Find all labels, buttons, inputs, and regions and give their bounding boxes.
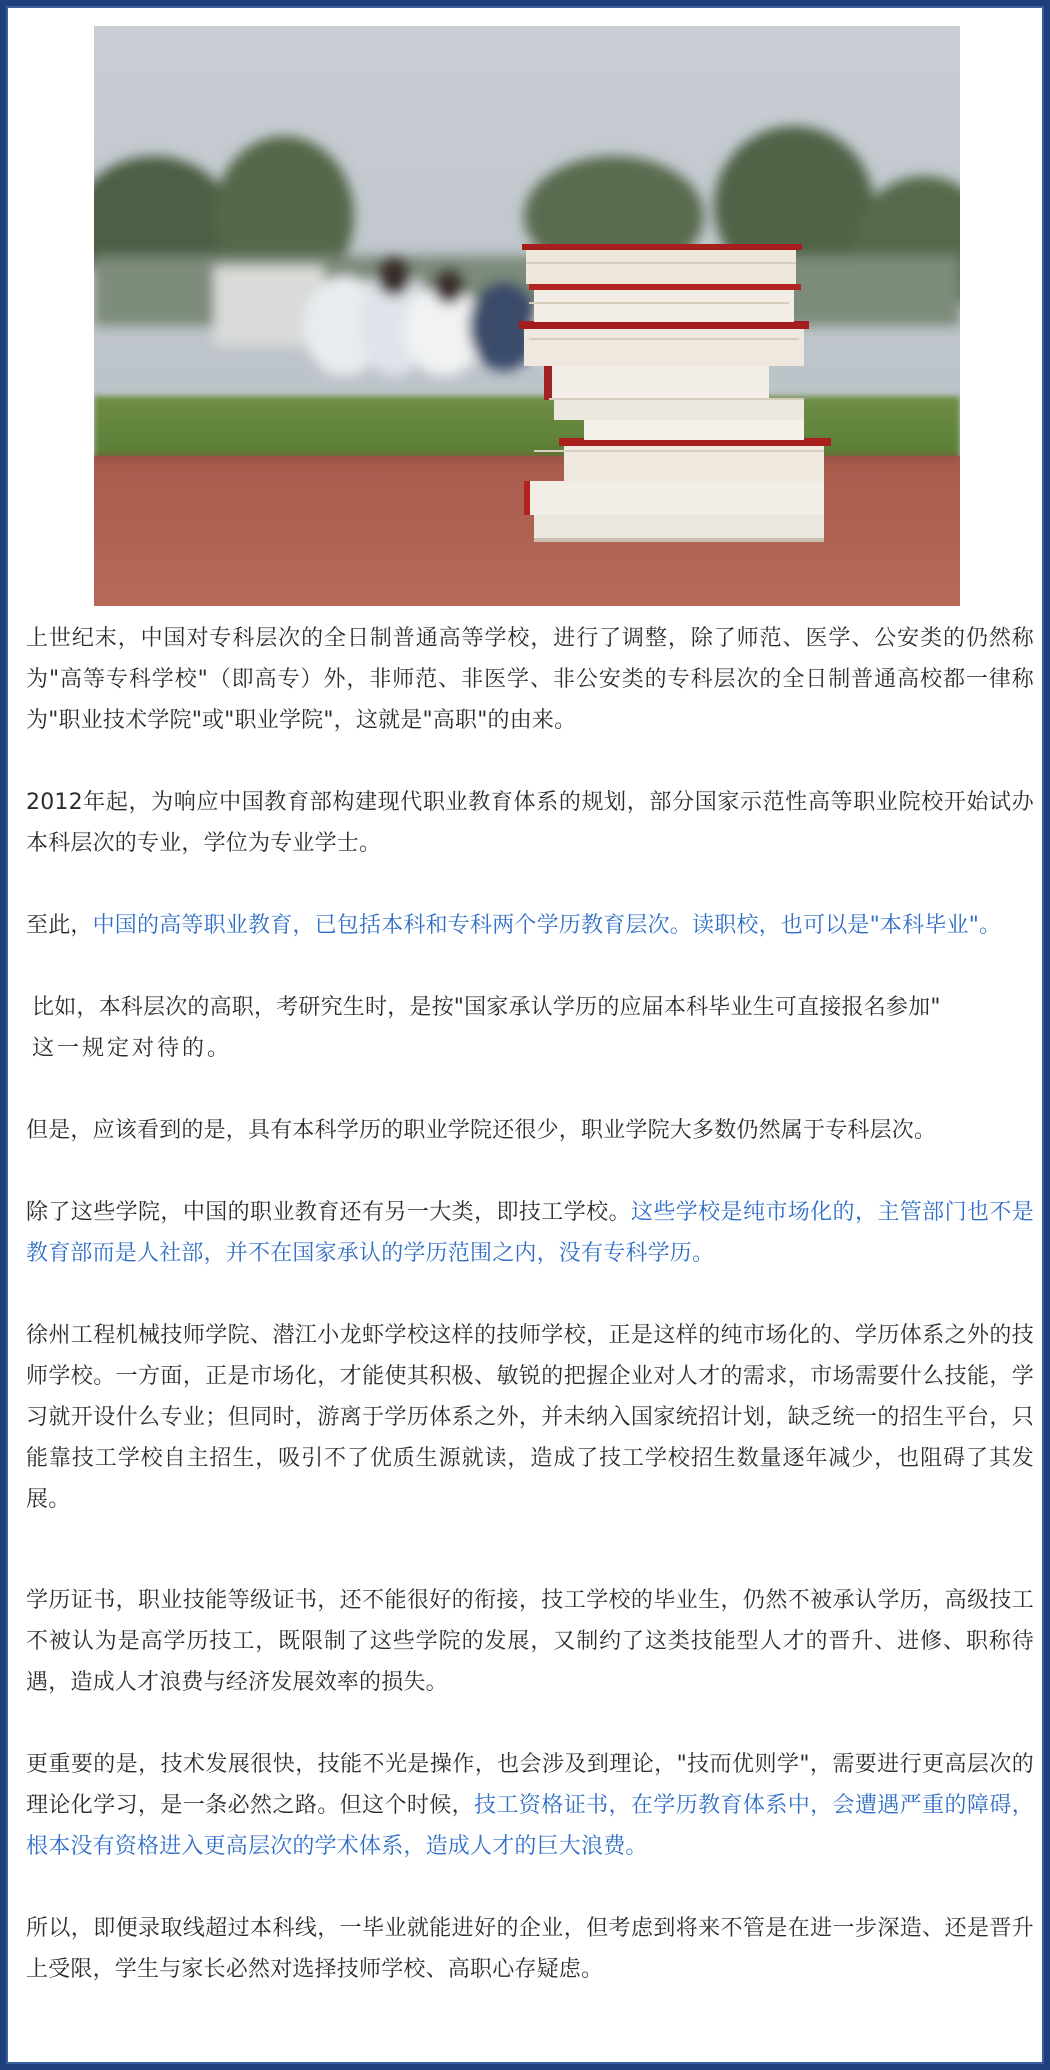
paragraph-4-line-2: 这一规定对待的。 <box>32 1036 233 1061</box>
paragraph-4-line-1: 比如，本科层次的高职，考研究生时，是按"国家承认学历的应届本科毕业生可直接报名参加" <box>32 995 941 1020</box>
paragraph-8: 学历证书，职业技能等级证书，还不能很好的衔接，技工学校的毕业生，仍然不被承认学历，高级技工不被认为是高学历技工，既限制了这些学院的发展，又制约了这类技能型人才的晋升、进修、职称待遇，造成人才浪费与经济发展效率的损失。 <box>26 1588 1034 1695</box>
paragraph-6 <box>26 1192 1034 1274</box>
paragraph-10: 所以，即便录取线超过本科线，一毕业就能进好的企业，但考虑到将来不管是在进一步深造、还是晋升上受限，学生与家长必然对选择技师学校、高职心存疑虑。 <box>26 1916 1034 1982</box>
paragraph-2: 2012年起，为响应中国教育部构建现代职业教育体系的规划，部分国家示范性高等职业院校开始试办本科层次的专业，学位为专业学士。 <box>26 790 1034 856</box>
paragraph-7: 徐州工程机械技师学院、潜江小龙虾学校这样的技师学校，正是这样的纯市场化的、学历体系之外的技师学校。一方面，正是市场化，才能使其积极、敏锐的把握企业对人才的需求，市场需要什么技能，学习就开设什么专业；但同时，游离于学历体系之外，并未纳入国家统招计划，缺乏统一的招生平台，只能靠技工学校自主招生，吸引不了优质生源就读，造成了技工学校招生数量逐年减少，也阻碍了其发展。 <box>26 1323 1034 1512</box>
paragraph-5: 但是，应该看到的是，具有本科学历的职业学院还很少，职业学院大多数仍然属于专科层次。 <box>26 1118 937 1143</box>
article-body <box>26 618 1034 1990</box>
paragraph-9-highlight: 技工资格证书，在学历教育体系中，会遭遇严重的障碍，根本没有资格进入更高层次的学术体系，造成人才的巨大浪费。 <box>26 1793 1034 1859</box>
hero-image <box>94 26 960 606</box>
paragraph-6-lead: 除了这些学院，中国的职业教育还有另一大类，即技工学校。 <box>26 1200 631 1225</box>
paragraph-6-highlight: 这些学校是纯市场化的，主管部门也不是教育部而是人社部，并不在国家承认的学历范围之内，没有专科学历。 <box>26 1200 1034 1266</box>
books-stack-on-track-photo-icon <box>94 26 960 606</box>
paragraph-9 <box>26 1744 1034 1867</box>
paragraph-3-lead: 至此， <box>26 913 93 938</box>
paragraph-1: 上世纪末，中国对专科层次的全日制普通高等学校，进行了调整，除了师范、医学、公安类的仍然称为"高等专科学校"（即高专）外，非师范、非医学、非公安类的专科层次的全日制普通高校都一律称为"职业技术学院"或"职业学院"，这就是"高职"的由来。 <box>26 626 1034 733</box>
paragraph-3-highlight: 中国的高等职业教育，已包括本科和专科两个学历教育层次。读职校，也可以是"本科毕业"。 <box>92 913 1002 938</box>
paragraph-9-lead: 更重要的是，技术发展很快，技能不光是操作，也会涉及到理论，"技而优则学"，需要进行更高层次的理论化学习，是一条必然之路。但这个时候， <box>26 1752 1034 1818</box>
paragraph-3 <box>26 905 1034 946</box>
paragraph-4 <box>26 987 1034 1069</box>
